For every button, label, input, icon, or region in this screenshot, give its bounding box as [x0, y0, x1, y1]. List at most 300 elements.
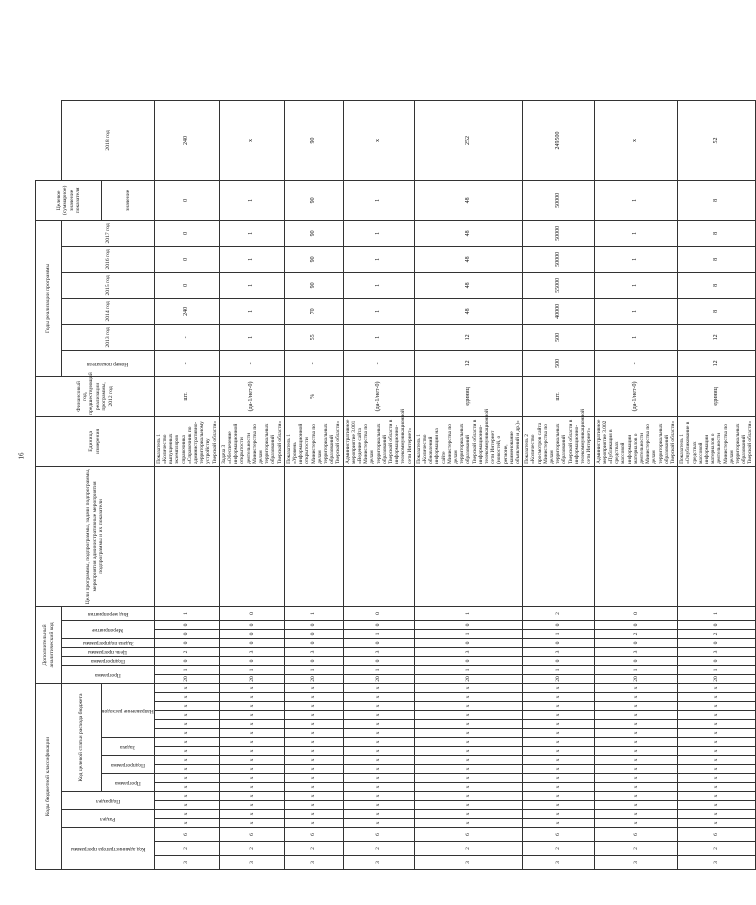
table-cell: 0: [523, 656, 594, 665]
table-cell: х: [154, 729, 219, 738]
table-cell: х: [343, 702, 414, 711]
table-cell: 50000: [523, 180, 594, 220]
table-cell: х: [154, 801, 219, 810]
year-2013-header: 2013 год: [62, 324, 155, 350]
task-header: Задача: [102, 738, 155, 756]
table-cell: 20: [343, 674, 414, 683]
table-cell: 0: [154, 629, 219, 638]
table-cell: [594, 466, 678, 606]
table-cell: х: [219, 101, 284, 181]
table-cell: 0: [594, 620, 678, 629]
table-cell: 2: [284, 842, 343, 856]
rotated-table-container: [35, 100, 754, 870]
table-cell: х: [523, 702, 594, 711]
table-cell: х: [154, 792, 219, 801]
table-cell: 0: [343, 620, 414, 629]
table-cell: х: [219, 747, 284, 756]
table-cell: х: [343, 810, 414, 819]
table-cell: х: [414, 738, 522, 747]
table-cell: 3: [284, 856, 343, 870]
table-cell: 1: [343, 629, 414, 638]
program-goal-header: Цель программы: [62, 647, 155, 656]
table-cell: х: [219, 819, 284, 828]
table-cell: 48: [414, 246, 522, 272]
table-cell: 40000: [523, 298, 594, 324]
table-cell: 55000: [523, 272, 594, 298]
table-cell: х: [414, 801, 522, 810]
table-cell: 6: [594, 828, 678, 842]
table-cell: 0: [154, 180, 219, 220]
table-cell: 48: [414, 180, 522, 220]
table-cell: [414, 466, 522, 606]
table-cell: х: [594, 819, 678, 828]
table-cell: 1: [154, 665, 219, 674]
table-cell: 6: [284, 828, 343, 842]
table-cell: х: [284, 765, 343, 774]
table-cell: 0: [678, 638, 755, 647]
table-cell: х: [523, 756, 594, 765]
table-row: [678, 101, 755, 870]
table-cell: х: [678, 783, 755, 792]
table-cell: х: [594, 783, 678, 792]
table-row: [219, 101, 284, 870]
table-cell: х: [523, 774, 594, 783]
table-cell: х: [219, 792, 284, 801]
program-indicators-table: [35, 100, 756, 870]
table-cell: 6: [678, 828, 755, 842]
table-cell: х: [523, 711, 594, 720]
table-cell: х: [678, 738, 755, 747]
table-cell: х: [594, 801, 678, 810]
table-cell: х: [284, 801, 343, 810]
table-cell: 1: [678, 665, 755, 674]
table-cell: (да-1/нет-0): [343, 376, 414, 416]
table-cell: 90: [284, 246, 343, 272]
table-cell: х: [523, 819, 594, 828]
table-cell: 90: [284, 272, 343, 298]
table-cell: х: [678, 711, 755, 720]
table-cell: х: [678, 693, 755, 702]
table-row: [414, 101, 522, 870]
table-cell: 0: [219, 629, 284, 638]
event-type-header: Вид мероприятия: [62, 606, 155, 620]
table-cell: 3: [678, 856, 755, 870]
table-row: [594, 101, 678, 870]
table-cell: х: [414, 683, 522, 692]
table-cell: 3: [343, 647, 414, 656]
table-cell: 1: [343, 246, 414, 272]
page-number: 16: [17, 452, 26, 460]
table-cell: 2: [523, 842, 594, 856]
table-cell: х: [343, 711, 414, 720]
table-cell: х: [284, 720, 343, 729]
table-cell: единиц: [414, 376, 522, 416]
table-cell: 8: [678, 272, 755, 298]
budget-codes-header: Коды бюджетной классификации: [36, 683, 62, 869]
table-cell: х: [594, 711, 678, 720]
table-cell: 0: [154, 272, 219, 298]
table-cell: 3: [414, 856, 522, 870]
table-cell: х: [284, 747, 343, 756]
table-cell: 0: [154, 620, 219, 629]
table-row: [284, 101, 343, 870]
target-value-header: значение: [102, 180, 155, 220]
table-cell: 3: [219, 856, 284, 870]
table-cell: х: [219, 774, 284, 783]
table-cell: х: [343, 729, 414, 738]
table-cell: 12: [414, 350, 522, 376]
table-cell: 3: [343, 856, 414, 870]
table-cell: х: [678, 774, 755, 783]
table-cell: 0: [414, 620, 522, 629]
table-cell: 12: [678, 350, 755, 376]
table-cell: 1: [594, 220, 678, 246]
table-cell: х: [594, 792, 678, 801]
table-cell: 3: [523, 647, 594, 656]
table-cell: х: [523, 747, 594, 756]
table-cell: 2: [154, 647, 219, 656]
table-cell: х: [343, 783, 414, 792]
table-cell: х: [414, 711, 522, 720]
table-cell: х: [678, 765, 755, 774]
table-cell: 3: [594, 856, 678, 870]
table-cell: х: [154, 819, 219, 828]
table-cell: х: [678, 702, 755, 711]
table-cell: х: [219, 810, 284, 819]
table-cell: х: [343, 683, 414, 692]
table-cell: 0: [594, 638, 678, 647]
table-cell: х: [523, 738, 594, 747]
table-cell: 8: [678, 220, 755, 246]
table-cell: х: [523, 765, 594, 774]
years-group-header: Годы реализации программы: [36, 220, 62, 376]
table-cell: 2: [678, 842, 755, 856]
table-cell: 3: [678, 647, 755, 656]
table-cell: х: [594, 738, 678, 747]
table-cell: х: [678, 792, 755, 801]
table-cell: 6: [154, 828, 219, 842]
table-cell: 3: [594, 647, 678, 656]
table-cell: 90: [284, 101, 343, 181]
table-cell: 1: [678, 606, 755, 620]
table-cell: 1: [414, 665, 522, 674]
table-cell: 1: [284, 665, 343, 674]
year-2018-header: 2018 год: [62, 101, 155, 181]
table-cell: 12: [414, 324, 522, 350]
program2-header: Программа: [62, 665, 155, 683]
table-cell: 0: [594, 606, 678, 620]
table-cell: 1: [284, 606, 343, 620]
table-cell: х: [343, 765, 414, 774]
table-cell: 0: [154, 656, 219, 665]
table-cell: х: [594, 720, 678, 729]
indicator-no-header: Номер показателя: [62, 350, 155, 376]
table-cell: х: [594, 756, 678, 765]
table-cell: х: [678, 810, 755, 819]
table-cell: 0: [594, 656, 678, 665]
table-cell: х: [414, 747, 522, 756]
table-cell: х: [219, 720, 284, 729]
table-cell: х: [219, 756, 284, 765]
table-cell: 1: [154, 606, 219, 620]
table-cell: 8: [678, 246, 755, 272]
table-cell: 0: [154, 220, 219, 246]
table-cell: х: [594, 693, 678, 702]
target-header: Целевое (суммарное) значение показателя: [36, 180, 102, 220]
table-row: [523, 101, 594, 870]
subsection-header: Подраздел: [62, 792, 155, 810]
table-cell: 0: [414, 656, 522, 665]
table-cell: 0: [414, 638, 522, 647]
table-cell: х: [594, 729, 678, 738]
table-cell: х: [219, 765, 284, 774]
table-cell: 1: [594, 180, 678, 220]
table-cell: х: [284, 693, 343, 702]
table-cell: 0: [678, 656, 755, 665]
table-cell: Административное мероприятие 3.001 «Ведение сайта Министерства по делам территориальных образований Тверской области в информационно-телекоммуникационной сети Интернет»: [343, 416, 414, 466]
table-cell: [678, 466, 755, 606]
table-cell: х: [678, 729, 755, 738]
table-cell: -: [219, 350, 284, 376]
table-cell: единиц: [678, 376, 755, 416]
table-cell: Показатель 1 «Уровень информационной открытости Министерства по делам территориальных образований Тверской области»: [284, 416, 343, 466]
table-cell: 3: [219, 647, 284, 656]
table-cell: х: [414, 792, 522, 801]
table-cell: х: [219, 738, 284, 747]
program-header: Программа: [102, 774, 155, 792]
table-cell: 55: [284, 324, 343, 350]
subprogram2-header: Подпрограмма: [62, 656, 155, 665]
table-cell: х: [219, 683, 284, 692]
table-cell: 0: [219, 620, 284, 629]
table-cell: х: [523, 720, 594, 729]
table-cell: х: [154, 774, 219, 783]
table-cell: 20: [594, 674, 678, 683]
table-cell: 2: [523, 606, 594, 620]
table-cell: 50000: [523, 220, 594, 246]
table-cell: -: [594, 350, 678, 376]
table-cell: Показатель 1 «Количество обновлений информации на сайте Министерства по делам территориальных образований Тверской области в информационно-телекоммуникационной сети Интернет (новостей, о регионе, наименование объявлений и др.)»: [414, 416, 522, 466]
table-cell: 0: [523, 620, 594, 629]
table-cell: 90: [284, 180, 343, 220]
table-cell: х: [523, 683, 594, 692]
table-cell: х: [414, 819, 522, 828]
table-cell: 2: [678, 629, 755, 638]
table-cell: 0: [284, 656, 343, 665]
table-cell: 20: [284, 674, 343, 683]
table-cell: [523, 466, 594, 606]
table-cell: 1: [219, 272, 284, 298]
table-cell: х: [154, 810, 219, 819]
table-cell: х: [523, 693, 594, 702]
table-cell: х: [343, 801, 414, 810]
table-cell: 2: [594, 629, 678, 638]
table-cell: 1: [343, 665, 414, 674]
table-cell: 1: [343, 180, 414, 220]
table-cell: 1: [523, 665, 594, 674]
table-cell: х: [594, 765, 678, 774]
table-cell: х: [523, 783, 594, 792]
year-2015-header: 2015 год: [62, 272, 155, 298]
fin-year-header: Финансовый год, предшествующий реализации программы, 2012 год: [36, 376, 155, 416]
table-cell: х: [523, 801, 594, 810]
table-cell: 0: [154, 246, 219, 272]
table-cell: (да-1/нет-0): [219, 376, 284, 416]
table-cell: х: [154, 711, 219, 720]
table-cell: 500: [523, 324, 594, 350]
table-cell: 1: [414, 606, 522, 620]
table-cell: х: [343, 738, 414, 747]
table-cell: 252: [414, 101, 522, 181]
table-cell: 48: [414, 272, 522, 298]
table-cell: Задача 3 «Обеспечение информационной открытости деятельности Министерства по делам территориальных образований Тверской области»: [219, 416, 284, 466]
table-cell: Административное мероприятие 3.002 «Публикация в средствах массовой информации материалов о деятельности Министерства по делам территориальных образований Тверской области»: [594, 416, 678, 466]
table-cell: 2: [154, 842, 219, 856]
table-cell: 0: [284, 638, 343, 647]
table-cell: 500: [523, 350, 594, 376]
table-cell: -: [154, 324, 219, 350]
table-cell: х: [343, 819, 414, 828]
table-cell: х: [523, 792, 594, 801]
table-cell: х: [284, 819, 343, 828]
table-cell: 2: [219, 842, 284, 856]
table-cell: х: [284, 774, 343, 783]
table-cell: х: [414, 693, 522, 702]
table-cell: 50000: [523, 246, 594, 272]
table-cell: 20: [523, 674, 594, 683]
table-cell: х: [154, 765, 219, 774]
table-cell: 48: [414, 298, 522, 324]
table-cell: 0: [154, 638, 219, 647]
table-cell: х: [154, 738, 219, 747]
table-cell: х: [343, 774, 414, 783]
table-cell: 240: [154, 298, 219, 324]
table-cell: 1: [219, 665, 284, 674]
subprogram-header: Подпрограмма: [102, 756, 155, 774]
table-cell: 0: [523, 638, 594, 647]
table-cell: -: [154, 350, 219, 376]
table-cell: 8: [678, 298, 755, 324]
table-cell: 1: [343, 324, 414, 350]
table-cell: 0: [343, 656, 414, 665]
table-cell: 0: [678, 620, 755, 629]
table-cell: х: [154, 683, 219, 692]
table-cell: х: [523, 810, 594, 819]
table-cell: 0: [343, 638, 414, 647]
table-cell: 52: [678, 101, 755, 181]
table-cell: х: [594, 101, 678, 181]
table-cell: 240: [154, 101, 219, 181]
table-cell: х: [414, 702, 522, 711]
table-cell: 20: [154, 674, 219, 683]
table-cell: х: [678, 819, 755, 828]
table-cell: 3: [284, 647, 343, 656]
table-cell: 90: [284, 220, 343, 246]
table-cell: х: [154, 693, 219, 702]
table-cell: 1: [594, 272, 678, 298]
table-cell: 1: [594, 298, 678, 324]
table-cell: 70: [284, 298, 343, 324]
admin-code-header: Код администратора программы: [62, 828, 155, 870]
target-article-header: Код целевой статьи расхода бюджета: [62, 683, 102, 791]
table-cell: х: [678, 756, 755, 765]
table-cell: х: [678, 683, 755, 692]
table-cell: 8: [678, 180, 755, 220]
table-row: [343, 101, 414, 870]
table-cell: [219, 466, 284, 606]
table-cell: х: [284, 729, 343, 738]
table-cell: 6: [343, 828, 414, 842]
table-cell: х: [594, 702, 678, 711]
year-2017-header: 2017 год: [62, 220, 155, 246]
table-cell: 48: [414, 220, 522, 246]
table-cell: Показатель 2 «Количество просмотров сайта Министерства по делам территориальных образований Тверской области в информационно-телекоммуникационной сети Интернет»: [523, 416, 594, 466]
unit-header: Единица измерения: [36, 416, 155, 466]
table-cell: 3: [414, 647, 522, 656]
table-cell: -: [343, 350, 414, 376]
table-cell: х: [284, 683, 343, 692]
table-cell: 1: [594, 246, 678, 272]
table-body: [154, 101, 755, 870]
table-cell: 0: [219, 656, 284, 665]
table-cell: х: [284, 702, 343, 711]
direction-header: Направление расходов: [102, 683, 155, 737]
table-cell: [284, 466, 343, 606]
table-cell: х: [594, 774, 678, 783]
table-cell: 20: [414, 674, 522, 683]
table-cell: х: [284, 756, 343, 765]
table-cell: х: [414, 810, 522, 819]
table-cell: х: [219, 729, 284, 738]
table-cell: х: [343, 756, 414, 765]
table-cell: х: [343, 747, 414, 756]
table-cell: х: [219, 711, 284, 720]
table-cell: -: [284, 350, 343, 376]
table-cell: 20: [678, 674, 755, 683]
table-cell: шт.: [523, 376, 594, 416]
table-cell: 1: [219, 220, 284, 246]
table-cell: 1: [523, 629, 594, 638]
table-cell: 2: [343, 842, 414, 856]
subprogram-task-header: Задача подпрограммы: [62, 638, 155, 647]
table-cell: х: [154, 783, 219, 792]
table-cell: х: [284, 738, 343, 747]
table-cell: х: [284, 783, 343, 792]
year-2014-header: 2014 год: [62, 298, 155, 324]
table-cell: х: [219, 693, 284, 702]
table-cell: 6: [219, 828, 284, 842]
table-cell: 0: [343, 606, 414, 620]
table-cell: х: [284, 711, 343, 720]
table-cell: %: [284, 376, 343, 416]
event-header: Мероприятие: [62, 620, 155, 638]
table-cell: х: [343, 720, 414, 729]
table-cell: х: [594, 810, 678, 819]
table-cell: 1: [343, 220, 414, 246]
table-cell: [343, 466, 414, 606]
table-cell: х: [594, 747, 678, 756]
table-cell: х: [284, 810, 343, 819]
table-cell: х: [343, 693, 414, 702]
table-cell: 1: [219, 246, 284, 272]
table-cell: шт.: [154, 376, 219, 416]
table-cell: х: [154, 747, 219, 756]
table-cell: х: [343, 101, 414, 181]
table-cell: 3: [154, 856, 219, 870]
table-cell: 0: [284, 620, 343, 629]
table-cell: х: [414, 729, 522, 738]
table-cell: х: [414, 765, 522, 774]
